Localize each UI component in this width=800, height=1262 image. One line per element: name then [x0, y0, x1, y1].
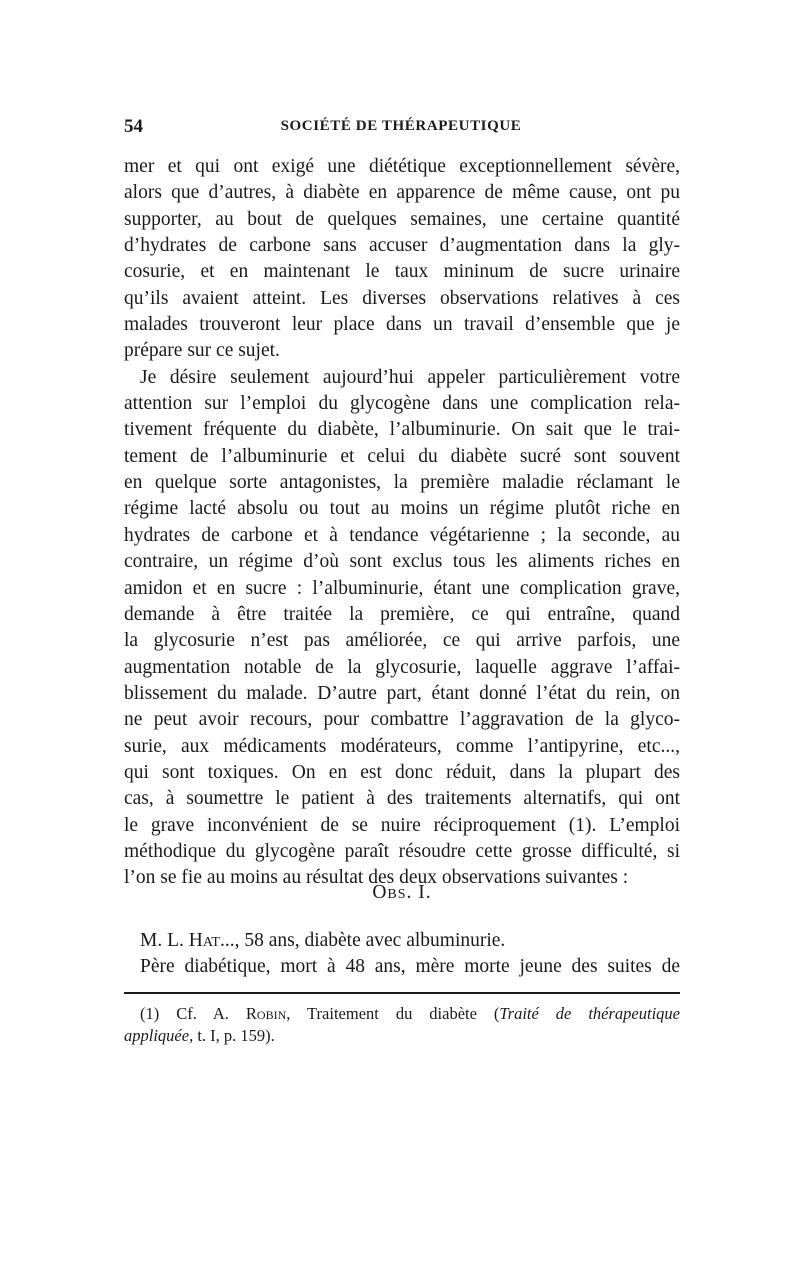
observation-text	[124, 928, 680, 981]
text-line: contraire, un régime d’où sont exclus tous les aliments riches en	[124, 551, 680, 573]
text-line: demande à être traitée la première, ce qui entraîne, quand	[124, 603, 680, 625]
observation-detail: , 58 ans, diabète avec albuminurie.	[234, 930, 506, 951]
footnote-line	[124, 1003, 680, 1025]
text-line: malades trouveront leur place dans un travail d’ensemble que je	[124, 314, 680, 336]
text-line: mer et qui ont exigé une diététique exceptionnellement sévère,	[124, 156, 680, 177]
text-line: hydrates de carbone et à tendance végétarienne ; la seconde, au	[124, 524, 680, 546]
footnote-line	[124, 1025, 680, 1047]
text-line: attention sur l’emploi du glycogène dans une complication rela-	[124, 393, 680, 415]
text-line: qu’ils avaient atteint. Les diverses observations relatives à ces	[124, 287, 680, 309]
text-line: tivement fréquente du diabète, l’albuminurie. On sait que le trai-	[124, 419, 680, 441]
text-line: cas, à soumettre le patient à des traitements alternatifs, qui ont	[124, 788, 680, 810]
text-line: tement de l’albuminurie et celui du diabète sucré sont souvent	[124, 445, 680, 467]
text-line: qui sont toxiques. On en est donc réduit, dans la plupart des	[124, 761, 680, 783]
page-header	[124, 116, 678, 140]
observation-prefix: M. L.	[140, 930, 189, 951]
running-head: SOCIÉTÉ DE THÉRAPEUTIQUE	[280, 118, 522, 134]
body-text	[124, 154, 680, 892]
text-line: le grave inconvénient de se nuire réciproquement (1). L’emploi	[124, 814, 680, 836]
patient-name: Hat...	[188, 930, 235, 951]
text-line: blissement du malade. D’autre part, étant donné l’état du rein, on	[124, 682, 680, 704]
text-line: Je désire seulement aujourd’hui appeler particulièrement votre	[140, 366, 680, 388]
text-line: prépare sur ce sujet.	[124, 340, 280, 362]
observation-heading: Obs. I.	[372, 882, 432, 903]
text-line: méthodique du glycogène paraît résoudre cette grosse difficulté, si	[124, 840, 680, 862]
text-line: en quelque sorte antagonistes, la première maladie réclamant le	[124, 472, 680, 494]
footnote-reference: , t. I, p. 159).	[189, 1026, 275, 1045]
text-line: alors que d’autres, à diabète en apparence de même cause, ont pu	[124, 182, 680, 204]
observation-line: Père diabétique, mort à 48 ans, mère morte jeune des suites de	[140, 956, 680, 978]
footnote-author: Robin	[245, 1004, 287, 1023]
text-line: l’on se fie au moins au résultat des deux observations suivantes :	[124, 867, 629, 889]
footnote-title: Traité de thérapeutique	[499, 1004, 680, 1023]
text-line: augmentation notable de la glycosurie, laquelle aggrave l’affai-	[124, 656, 680, 678]
footnote-rule	[124, 992, 680, 994]
page-number: 54	[124, 116, 143, 137]
text-line: la glycosurie n’est pas améliorée, ce qui arrive parfois, une	[124, 630, 680, 652]
observation-line	[124, 928, 680, 954]
text-line: cosurie, et en maintenant le taux mininum de sucre urinaire	[124, 261, 680, 283]
text-line: supporter, au bout de quelques semaines, une certaine quantité	[124, 208, 680, 230]
footnote-marker: (1) Cf. A.	[140, 1004, 246, 1023]
text-line: amidon et en sucre : l’albuminurie, étant une complication grave,	[124, 577, 680, 599]
text-line: d’hydrates de carbone sans accuser d’augmentation dans la gly-	[124, 235, 680, 257]
text-line: régime lacté absolu ou tout au moins un régime plutôt riche en	[124, 498, 680, 520]
footnote	[124, 1003, 680, 1047]
footnote-title-cont: appliquée	[124, 1026, 190, 1045]
footnote-text: , Traitement du diabète (	[286, 1004, 500, 1023]
text-line: ne peut avoir recours, pour combattre l’aggravation de la glyco-	[124, 709, 680, 731]
text-line: surie, aux médicaments modérateurs, comme l’antipyrine, etc...,	[124, 735, 680, 757]
